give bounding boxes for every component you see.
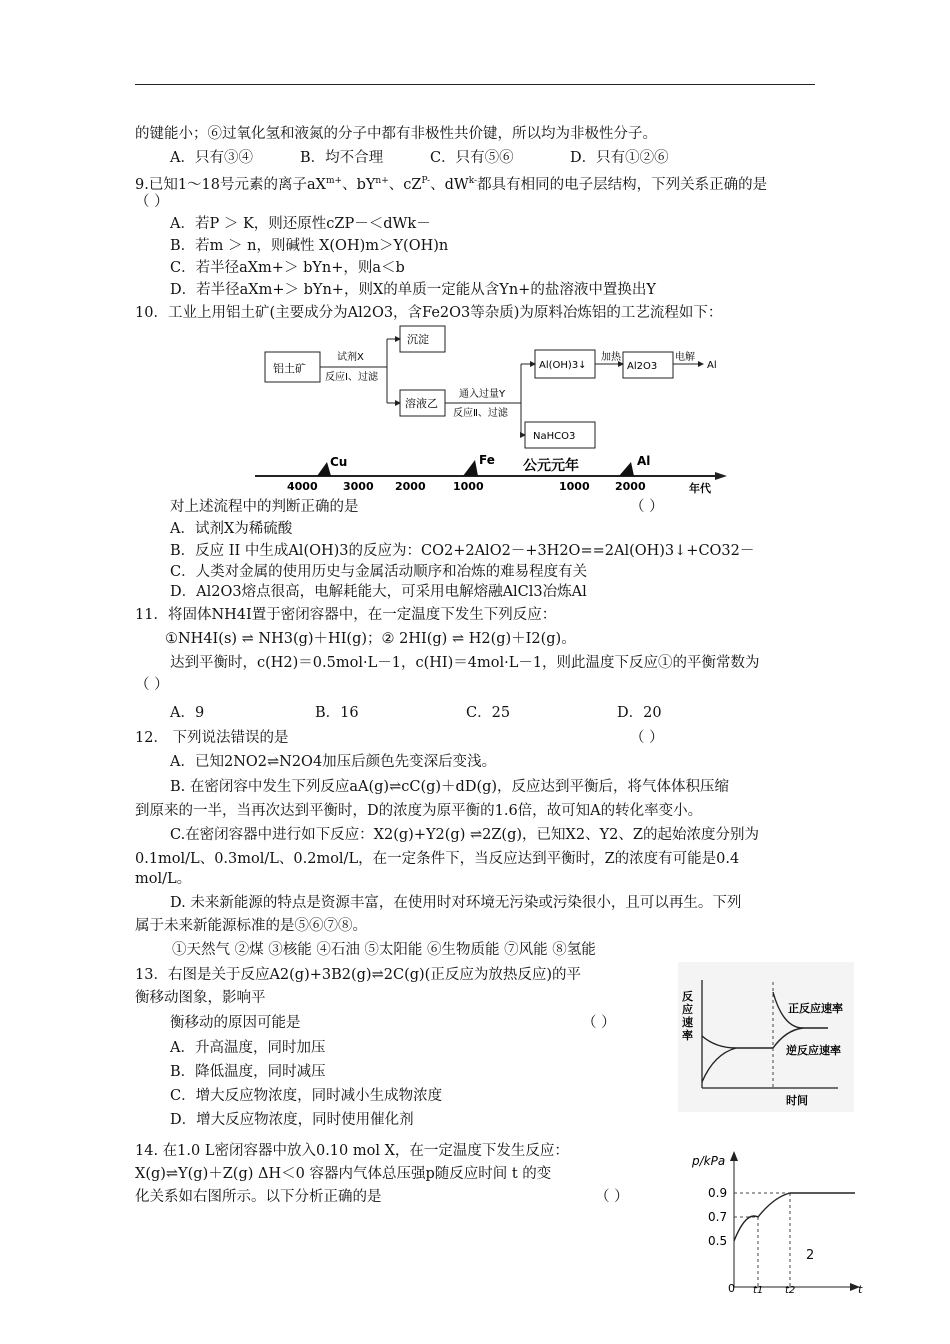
q9-paren: （ ） (135, 194, 169, 210)
q11-option-b: B．16 (315, 705, 359, 721)
q12-option-b-line2: 到原来的一半，当再次达到平衡时，D的浓度为原平衡的1.6倍，故可知A的转化率变小。 (135, 803, 703, 819)
q14-x-tick: t2 (785, 1285, 796, 1295)
q9-option-a: A．若P ＞ K，则还原性cZP－＜dWk－ (170, 216, 431, 232)
q13-stem-line1: 13．右图是关于反应A2(g)+3B2(g)⇌2C(g)(正反应为放热反应)的平 (135, 967, 581, 983)
q10-stem: 10．工业上用铝土矿(主要成分为Al2O3，含Fe2O3等杂质)为原料冶炼铝的工艺流程如下： (135, 305, 723, 321)
flow-al: Al (707, 360, 717, 371)
q13-x-label: 时间 (786, 1094, 808, 1107)
q13-option-c: C．增大反应物浓度，同时减小生成物浓度 (170, 1088, 443, 1104)
q10-option-d: D．Al2O3熔点很高，电解耗能大，可采用电解熔融AlCl3冶炼Al (170, 584, 587, 600)
timeline-axis-label: 年代 (689, 482, 711, 494)
header-rule (135, 84, 815, 85)
q10-option-b: B．反应 II 中生成Al(OH)3的反应为：CO2+2AlO2－+3H2O==2Al(OH)3↓+CO32－ (170, 543, 755, 559)
flow-aloh3: Al(OH)3↓ (539, 360, 587, 371)
q8-option-b: B．均不合理 (300, 150, 384, 166)
flow-reagent-x: 试剂X (337, 352, 364, 363)
q8-option-d: D．只有①②⑥ (570, 150, 669, 166)
flow-ore: 铝土矿 (273, 362, 306, 375)
timeline-al: Al (637, 454, 651, 468)
page-number: 2 (806, 1248, 815, 1263)
q10-flow-diagram (255, 322, 730, 494)
timeline-era: 公元元年 (523, 458, 579, 474)
q14-y-tick: 0.5 (708, 1234, 728, 1248)
q14-x-tick: t1 (753, 1285, 764, 1295)
q12-stem: 12． 下列说法错误的是 (135, 730, 289, 746)
flow-reaction-1: 反应Ⅰ、过滤 (325, 372, 378, 383)
q13-rate-chart (678, 962, 854, 1112)
timeline-fe: Fe (479, 453, 495, 467)
q13-stem-line3: 衡移动的原因可能是 (170, 1015, 301, 1031)
q13-stem-line2: 衡移动图象，影响平 (135, 990, 266, 1006)
timeline-tick: 3000 (343, 480, 374, 493)
y-label-char: 反 (682, 990, 693, 1003)
flow-nahco3: NaHCO3 (533, 431, 576, 442)
q11-stem: 11．将固体NH4I置于密闭容器中，在一定温度下发生下列反应： (135, 607, 557, 623)
flow-al2o3: Al2O3 (627, 361, 658, 372)
flow-solution: 溶液乙 (405, 397, 438, 410)
y-label-char: 率 (682, 1029, 693, 1042)
q12-option-d-line1: D. 未来新能源的特点是资源丰富，在使用时对环境无污染或污染很小，且可以再生。下列 (170, 895, 742, 911)
flow-reagent-y: 通入过量Y (459, 389, 506, 400)
q10-option-a: A．试剂X为稀硫酸 (170, 521, 293, 537)
q10-option-c: C．人类对金属的使用历史与金属活动顺序和冶炼的难易程度有关 (170, 564, 588, 580)
q11-reaction: ①NH4I(s) ⇌ NH3(g)＋HI(g)；② 2HI(g) ⇌ H2(g)＋I2(g)。 (165, 631, 576, 647)
q12-option-c-line1: C.在密闭容器中进行如下反应：X2(g)+Y2(g) ⇌2Z(g)，已知X2、Y2、Z的起始浓度分别为 (170, 827, 759, 843)
q9-option-d: D．若半径aXm+＞ bYn+，则X的单质一定能从含Yn+的盐溶液中置换出Y (170, 282, 656, 298)
q9-option-c: C．若半径aXm+＞ bYn+，则a＜b (170, 260, 405, 276)
q12-option-d-line2: 属于未来新能源标准的是⑤⑥⑦⑧。 (135, 918, 367, 934)
q8-line: 的键能小；⑥过氧化氢和液氮的分子中都有非极性共价键，所以均为非极性分子。 (135, 126, 657, 142)
q12-energy-list: ①天然气 ②煤 ③核能 ④石油 ⑤太阳能 ⑥生物质能 ⑦风能 ⑧氢能 (172, 942, 596, 958)
timeline-tick: 1000 (559, 480, 590, 493)
q12-option-b-line1: B. 在密闭容中发生下列反应aA(g)⇌cC(g)＋dD(g)，反应达到平衡后，将气体体积压缩 (170, 779, 730, 795)
q10-paren: （ ） (630, 499, 664, 515)
q11-option-d: D．20 (617, 705, 662, 721)
q11-option-a: A．9 (170, 705, 205, 721)
timeline-tick: 2000 (615, 480, 646, 493)
q14-y-tick: 0.7 (708, 1210, 728, 1224)
q9-stem: 9.已知1～18号元素的离子$aX^{m+}$、$bY^{n+}$、$cZ^{P-}$、$dW^{k-}$都具有相同的电子层结构，下列关系正确的是 (135, 176, 768, 193)
q14-stem-line1: 14. 在1.0 L密闭容器中放入0.10 mol X，在一定温度下发生反应： (135, 1143, 569, 1159)
q11-condition: 达到平衡时，c(H2)＝0.5mol·L－1，c(HI)＝4mol·L－1，则此温度下反应①的平衡常数为 (170, 655, 760, 671)
q12-option-c-line3: mol/L。 (135, 871, 192, 887)
q12-paren: （ ） (630, 730, 664, 746)
q10-timeline (255, 453, 727, 494)
q13-option-d: D．增大反应物浓度，同时使用催化剂 (170, 1112, 414, 1128)
q11-paren: （ ） (135, 677, 169, 693)
q14-x-label: t (858, 1283, 863, 1295)
q10-question: 对上述流程中的判断正确的是 (170, 499, 359, 515)
q14-stem-line3: 化关系如右图所示。以下分析正确的是 (135, 1189, 382, 1205)
q13-option-b: B．降低温度，同时减压 (170, 1064, 326, 1080)
q12-option-a: A．已知2NO2⇌N2O4加压后颜色先变深后变浅。 (170, 754, 497, 770)
q9-option-b: B．若m ＞ n，则碱性 X(OH)m＞Y(OH)n (170, 238, 449, 254)
q13-reverse-label: 逆反应速率 (786, 1044, 841, 1057)
y-label-char: 速 (682, 1016, 693, 1029)
flow-reaction-2: 反应Ⅱ、过滤 (453, 408, 508, 419)
q14-y-tick: 0.9 (708, 1186, 728, 1200)
flow-electrolysis: 电解 (675, 352, 695, 363)
q8-option-c: C．只有⑤⑥ (430, 150, 514, 166)
q14-pressure-chart (690, 1145, 865, 1295)
flow-heat: 加热 (601, 352, 621, 363)
q13-forward-label: 正反应速率 (788, 1002, 843, 1015)
q8-option-a: A．只有③④ (170, 150, 253, 166)
q14-origin: 0 (728, 1282, 735, 1295)
q14-paren: （ ） (595, 1189, 629, 1205)
q14-stem-line2: X(g)⇌Y(g)＋Z(g) ΔH＜0 容器内气体总压强p随反应时间 t 的变 (135, 1166, 552, 1182)
flow-precipitate: 沉淀 (407, 333, 429, 346)
q12-option-c-line2: 0.1mol/L、0.3mol/L、0.2mol/L，在一定条件下，当反应达到平衡时，Z的浓度有可能是0.4 (135, 851, 740, 867)
timeline-tick: 4000 (287, 480, 318, 493)
timeline-cu: Cu (330, 455, 348, 469)
q14-y-label: p/kPa (692, 1154, 726, 1168)
q13-option-a: A．升高温度，同时加压 (170, 1040, 326, 1056)
q13-paren: （ ） (582, 1015, 616, 1031)
timeline-tick: 2000 (395, 480, 426, 493)
y-label-char: 应 (682, 1003, 693, 1016)
q11-option-c: C．25 (466, 705, 511, 721)
timeline-tick: 1000 (453, 480, 484, 493)
